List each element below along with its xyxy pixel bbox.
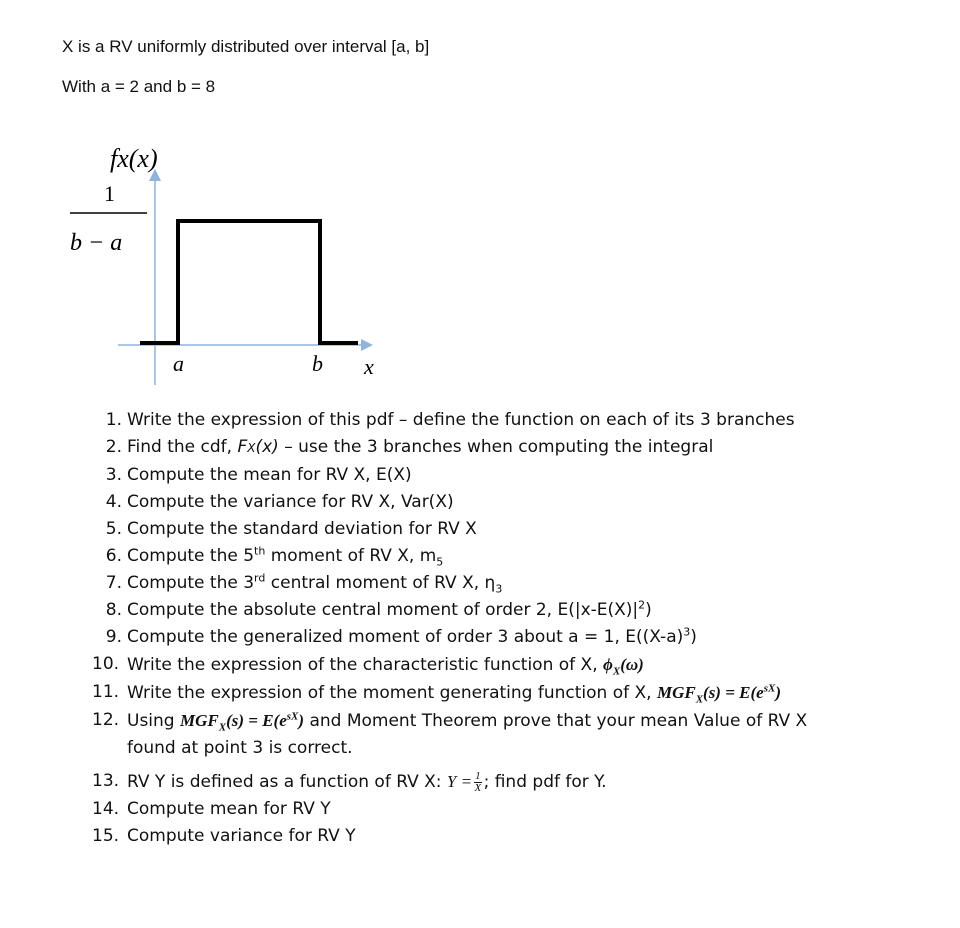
list-item: 5. Compute the standard deviation for RV X bbox=[105, 519, 477, 539]
list-item: 10. Write the expression of the characteristic function of X, $\phi_X(\omega)$ bbox=[92, 654, 644, 678]
pdf-curve bbox=[140, 221, 358, 343]
list-item: 2. Find the cdf, FX(x) – use the 3 branches when computing the integral bbox=[105, 437, 714, 457]
list-item: 13. RV Y is defined as a function of RV X: Y = $\frac{1}{X}$ ; find pdf for Y. bbox=[92, 769, 607, 794]
uniform-pdf-plot bbox=[0, 130, 420, 400]
list-item: 11. Write the expression of the moment generating function of X, $MGF_X(s) = E(e^{sX})$ bbox=[92, 682, 781, 706]
list-item: 1. Write the expression of this pdf – define the function on each of its 3 branches bbox=[105, 410, 795, 430]
intro-line-1: X is a RV uniformly distributed over interval [a, b] bbox=[62, 37, 430, 56]
list-item: 4. Compute the variance for RV X, Var(X) bbox=[105, 492, 454, 512]
x-axis-label: x bbox=[364, 354, 374, 379]
height-numerator: 1 bbox=[104, 181, 115, 206]
fraction: $\frac{1}{X}$ bbox=[474, 769, 482, 794]
list-item: 15. Compute variance for RV Y bbox=[92, 826, 356, 846]
list-item: 6. Compute the 5th moment of RV X, $m_5$ bbox=[105, 544, 444, 569]
list-item: 14. Compute mean for RV Y bbox=[92, 799, 331, 819]
b-tick-label: b bbox=[312, 351, 323, 376]
y-axis-label: fx(x) bbox=[110, 144, 158, 173]
list-item: 7. Compute the 3rd central moment of RV X, $\eta_3$ bbox=[105, 571, 503, 596]
list-item: 12. Using $MGF_X(s) = E(e^{sX})$ and Moment Theorem prove that your mean Value of RV X found at point 3 is correct. bbox=[92, 710, 808, 758]
height-denominator: b − a bbox=[70, 230, 123, 256]
task-list bbox=[92, 407, 942, 850]
intro-line-2: With a = 2 and b = 8 bbox=[62, 77, 216, 96]
list-item: 3. Compute the mean for RV X, E(X) bbox=[105, 465, 412, 485]
list-item: 9. Compute the generalized moment of order 3 about a = 1, $E((X-a)^3)$ bbox=[105, 625, 697, 647]
list-item: 8. Compute the absolute central moment of order 2, $E(|x-E(X)|^2)$ bbox=[105, 598, 652, 620]
a-tick-label: a bbox=[173, 351, 184, 376]
